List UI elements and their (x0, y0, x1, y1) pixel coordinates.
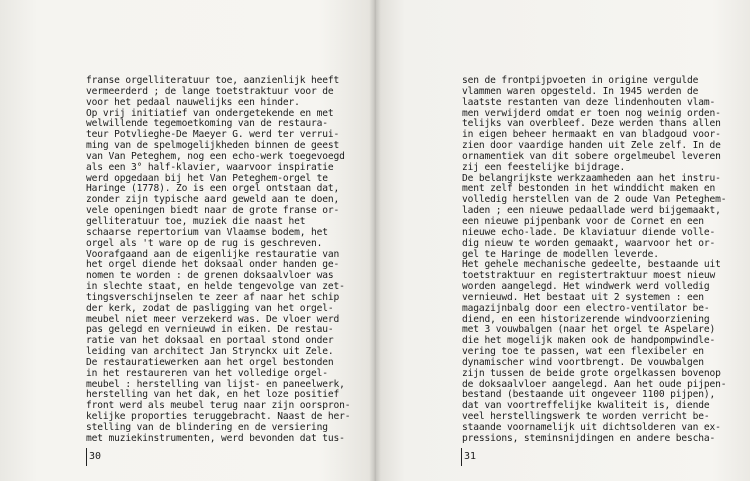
text-line: van Van Peteghem, nog een echo-werk toegevoegd (86, 150, 345, 162)
text-line: telijks van overbleef. Deze werden thans allen (462, 118, 721, 130)
text-line: laatste restanten van deze lindenhouten vlam- (462, 96, 716, 108)
text-line: Voorafgaand aan de eigenlijke restauratie van (86, 248, 340, 260)
text-line: magazijnbalg door een electro-ventilator be- (462, 302, 710, 314)
text-line: dig nieuw te worden gemaakt, waarvoor het or- (462, 237, 716, 249)
text-line: staande voornamelijk uit dichtsolderen van ex- (462, 422, 721, 433)
text-line: de doksaalvloer aangelegd. Aan het oude pijpen- (462, 378, 727, 390)
text-line: vering toe te passen, wat een flexibeler en (462, 346, 704, 358)
text-line: ming van de spelmogelijkheden binnen de geest (86, 140, 340, 152)
text-line: als een 3° half-klavier, waarvoor inspiratie (86, 161, 334, 173)
text-line: sen de frontpijpvoeten in origine vergulde (462, 75, 699, 86)
text-line: De restauratiewerken aan het orgel bestonden (86, 356, 334, 368)
text-line: worden aangelegd. Het windwerk werd volledig (462, 281, 710, 293)
text-line: men verwijderd omdat er toen nog weinig orden- (462, 107, 721, 119)
text-line: nomen te worden : de grenen doksaalvloer was (86, 270, 334, 282)
text-line: gelliteratuur toe, muziek die naast het (86, 215, 306, 227)
text-line: ornamentiek van dit sobere orgelmeubel leveren (462, 150, 721, 162)
text-line: bestand (bestaande uit ongeveer 1100 pijpen), (462, 389, 716, 401)
text-line: stelling van de blindering en de versiering (86, 422, 328, 433)
text-line: der kerk, zodat de pasligging van het orgel- (86, 302, 334, 314)
text-line: in het restaureren van het volledige orgel- (86, 367, 328, 379)
text-line: voor het pedaal nauwelijks een hinder. (86, 96, 300, 108)
text-line: pressions, steminsnijdingen en andere bescha- (462, 432, 716, 444)
left-page-number (86, 448, 101, 466)
text-line: front werd als meubel terug naar zijn oorspron- (86, 400, 351, 412)
left-page-number-text: 30 (89, 451, 102, 462)
text-line: dat van voortreffelijke kwaliteit is, diende (462, 400, 710, 412)
text-line: schaarse repertorium van Vlaamse bodem, het (86, 226, 328, 238)
text-line: Het gehele mechanische gedeelte, bestaande uit (462, 259, 721, 271)
text-line: kelijke proporties teruggebracht. Naast de her- (86, 411, 351, 423)
text-line: laden ; een nieuwe pedaallade werd bijgemaakt, (462, 205, 721, 217)
text-line: die het mogelijk maken ook de handpompwindle- (462, 335, 716, 347)
text-line: een nieuwe pijpenbank voor de Cornet en een (462, 215, 704, 227)
text-line: met 3 vouwbalgen (naar het orgel te Aspelare) (462, 324, 716, 336)
text-line: herstelling van het dak, en het loze positief (86, 389, 340, 401)
text-line: vernieuwd. Het bestaat uit 2 systemen : een (462, 291, 704, 303)
text-line: vermeerderd ; de lange toetstraktuur voor de (86, 85, 334, 97)
text-line: zij een feestelijke bijdrage. (462, 161, 626, 173)
text-line: zonder zijn typische aard geweld aan te doen, (86, 194, 340, 206)
right-page-text (462, 76, 726, 445)
text-line: vele openingen biedt naar de grote franse or- (86, 205, 340, 217)
text-line: nieuwe echo-lade. De klaviatuur diende volle- (462, 226, 716, 238)
text-line: in eigen beheer hermaakt en van bladgoud voor- (462, 129, 721, 141)
text-line: pas gelegd en vernieuwd in eiken. De restau- (86, 324, 334, 336)
text-line: meubel : herstelling van lijst- en paneelwerk, (86, 378, 345, 390)
text-line: teur Potvlieghe-De Maeyer G. werd ter verrui- (86, 129, 340, 141)
text-line: meubel niet meer verzekerd was. De vloer werd (86, 313, 340, 325)
text-line: diend, en een historizerende windvoorziening (462, 313, 710, 325)
text-line: Haringe (1778). Zo is een orgel ontstaan dat, (86, 183, 340, 195)
text-line: leiding van architect Jan Strynckx uit Zele. (86, 346, 334, 358)
right-page (375, 0, 750, 481)
text-line: De belangrijkste werkzaamheden aan het instru- (462, 172, 721, 184)
text-line: orgel als 't ware op de rug is geschreven. (86, 237, 323, 249)
text-line: zijn tussen de beide grote orgelkassen bovenop (462, 367, 721, 379)
text-line: gel te Haringe de modellen leverde. (462, 248, 659, 260)
text-line: het orgel diende het doksaal onder handen ge- (86, 259, 340, 271)
text-line: Op vrij initiatief van ondergetekende en met (86, 107, 334, 119)
text-line: tingsverschijnselen te zeer af naar het schip (86, 291, 340, 303)
text-line: met muziekinstrumenten, werd bevonden dat tus- (86, 432, 345, 444)
text-line: veel herstellingswerk te worden verricht be- (462, 411, 710, 423)
left-page-text (86, 76, 350, 445)
text-line: ratie van het doksaal en portaal stond onder (86, 335, 334, 347)
text-line: werd opgedaan bij het Van Peteghem-orgel te (86, 172, 328, 184)
text-line: volledig herstellen van de 2 oude Van Peteghem- (462, 194, 727, 206)
text-line: in slechte staat, en helde tengevolge van zet- (86, 281, 345, 293)
right-page-number (461, 448, 476, 466)
text-line: dynamischer wind voortbrengt. De vouwbalgen (462, 356, 704, 368)
right-page-number-text: 31 (464, 451, 477, 462)
text-line: franse orgelliteratuur toe, aanzienlijk heeft (86, 75, 340, 86)
text-line: vlammen waren opgesteld. In 1945 werden de (462, 85, 699, 97)
text-line: zien door vaardige handen uit Zele zelf. In de (462, 140, 721, 152)
text-line: welwillende tegemoetkoming van de restaura- (86, 118, 328, 130)
text-line: ment zelf bestonden in het winddicht maken en (462, 183, 716, 195)
text-line: toetstraktuur en registertraktuur moest nieuw (462, 270, 716, 282)
